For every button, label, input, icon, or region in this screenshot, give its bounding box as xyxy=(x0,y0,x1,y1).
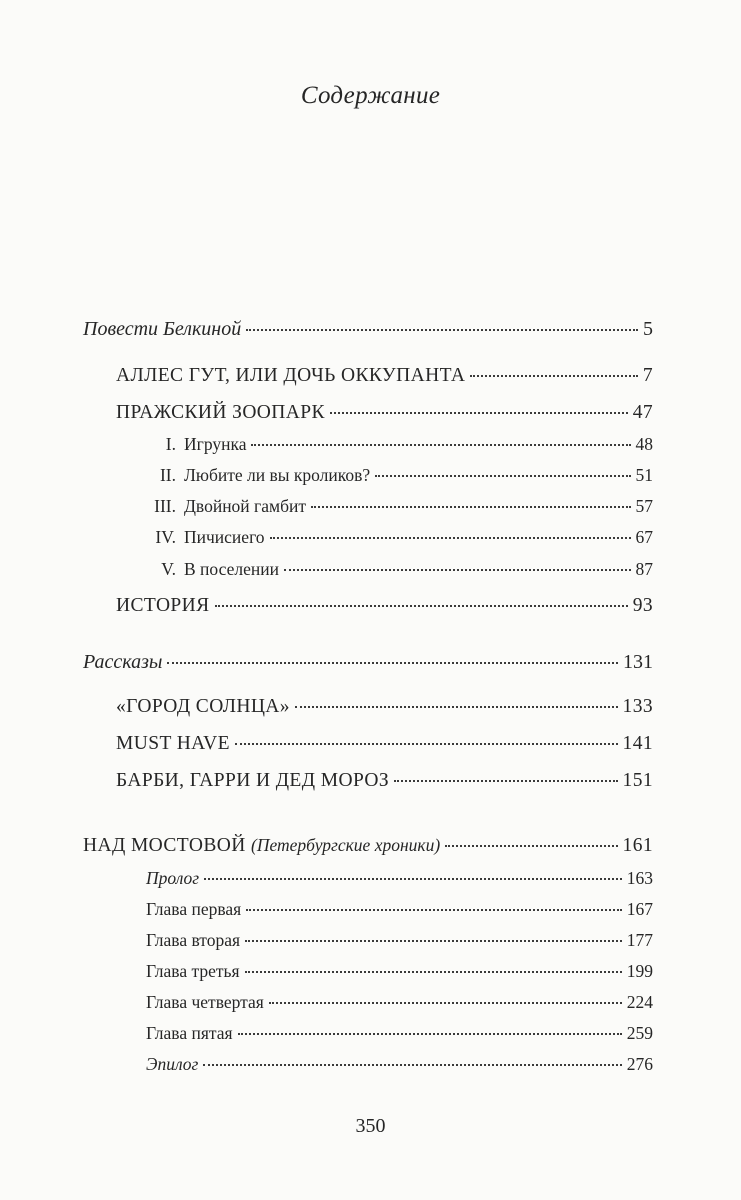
toc-entry-label: Повести Белкиной xyxy=(83,318,242,340)
dot-leader xyxy=(238,1033,622,1035)
chapter-title: Игрунка xyxy=(184,434,247,454)
toc-entry-ch2 xyxy=(146,930,653,951)
dot-leader xyxy=(215,605,628,607)
dot-leader xyxy=(284,569,631,571)
toc-entry-zoo xyxy=(116,402,653,424)
toc-entry-label: Рассказы xyxy=(83,651,163,673)
toc-entry-zoo-4 xyxy=(150,527,653,548)
toc-entry-epilog xyxy=(146,1054,653,1075)
dot-leader xyxy=(246,909,622,911)
toc-page-number: 141 xyxy=(622,733,653,754)
toc-entry-label xyxy=(150,465,370,486)
toc-page-number: 7 xyxy=(642,365,653,386)
toc-entry-zoo-5 xyxy=(150,559,653,580)
dot-leader xyxy=(330,412,628,414)
toc-entry-history xyxy=(116,595,653,617)
chapter-title: Двойной гамбит xyxy=(184,496,306,516)
dot-leader xyxy=(235,743,618,745)
toc-page-number: 133 xyxy=(622,696,653,717)
toc-page-number: 87 xyxy=(635,559,653,579)
toc-page-number: 224 xyxy=(626,992,653,1012)
toc-entry-label: Глава первая xyxy=(146,899,242,919)
toc-entry-sun xyxy=(116,696,653,718)
toc-entry-zoo-2 xyxy=(150,465,653,486)
dot-leader xyxy=(245,971,622,973)
toc-entry-label: ИСТОРИЯ xyxy=(116,595,210,616)
toc-page-number: 151 xyxy=(622,770,653,791)
chapter-numeral: I. xyxy=(165,434,176,454)
dot-leader xyxy=(445,845,617,847)
toc-entry-label: Глава четвертая xyxy=(146,992,264,1012)
dot-leader xyxy=(245,940,622,942)
toc-page-number: 5 xyxy=(643,318,653,340)
entry-subtitle: (Петербургские хроники) xyxy=(251,835,441,855)
toc-entry-label: БАРБИ, ГАРРИ И ДЕД МОРОЗ xyxy=(116,770,390,791)
chapter-numeral: V. xyxy=(161,559,176,579)
toc-entry-zoo-3 xyxy=(150,496,653,517)
dot-leader xyxy=(246,329,638,331)
toc-entry-stories xyxy=(83,651,653,674)
toc-page-number: 163 xyxy=(626,868,653,888)
toc-entry-label: Глава вторая xyxy=(146,930,241,950)
dot-leader xyxy=(269,1002,622,1004)
toc-page-number: 259 xyxy=(626,1023,653,1043)
toc-page-number: 93 xyxy=(632,595,653,616)
toc-page-number: 167 xyxy=(626,899,653,919)
dot-leader xyxy=(270,537,631,539)
toc-entry-must xyxy=(116,733,653,755)
dot-leader xyxy=(167,662,618,664)
toc-entry-label: Глава третья xyxy=(146,961,240,981)
toc-entry-label xyxy=(150,434,246,455)
toc-page-number: 131 xyxy=(623,651,653,673)
toc-page-number: 57 xyxy=(635,496,653,516)
page-title: Содержание xyxy=(300,82,441,109)
dot-leader xyxy=(295,706,618,708)
chapter-title: Пичисиего xyxy=(184,527,265,547)
dot-leader xyxy=(204,878,622,880)
toc-page-number: 51 xyxy=(635,465,653,485)
page-number-folio: 350 xyxy=(355,1115,386,1137)
toc-entry-most xyxy=(83,835,653,857)
chapter-numeral: III. xyxy=(154,496,176,516)
toc-entry-barbie xyxy=(116,770,653,792)
toc-entry-zoo-1 xyxy=(150,434,653,455)
toc-entry-alles xyxy=(116,365,653,387)
toc-page-number: 47 xyxy=(632,402,653,423)
chapter-title: Любите ли вы кроликов? xyxy=(184,465,371,485)
dot-leader xyxy=(394,780,617,782)
dot-leader xyxy=(375,475,630,477)
entry-title: НАД МОСТОВОЙ xyxy=(83,835,246,856)
chapter-numeral: IV. xyxy=(155,527,176,547)
toc-page-number: 67 xyxy=(635,527,653,547)
toc-entry-label xyxy=(150,496,306,517)
toc-entry-label: ПРАЖСКИЙ ЗООПАРК xyxy=(116,402,325,423)
toc-entry-ch3 xyxy=(146,961,653,982)
chapter-title: В поселении xyxy=(184,559,279,579)
toc-entry-ch1 xyxy=(146,899,653,920)
toc-entry-label: MUST HAVE xyxy=(116,733,230,754)
toc-entry-label: АЛЛЕС ГУТ, ИЛИ ДОЧЬ ОККУПАНТА xyxy=(116,365,466,386)
toc-page-number: 161 xyxy=(622,835,653,856)
toc-entry-belkina xyxy=(83,318,653,341)
toc-entry-prolog xyxy=(146,868,653,889)
dot-leader xyxy=(311,506,631,508)
dot-leader xyxy=(203,1064,621,1066)
dot-leader xyxy=(470,375,637,377)
toc-entry-label xyxy=(83,835,440,857)
toc-entry-ch5 xyxy=(146,1023,653,1044)
toc-entry-label xyxy=(150,559,279,580)
toc-entry-label: Глава пятая xyxy=(146,1023,233,1043)
toc-page-number: 276 xyxy=(626,1054,653,1074)
toc-entry-label xyxy=(150,527,265,548)
toc-page-number: 48 xyxy=(635,434,653,454)
toc-page-number: 177 xyxy=(626,930,653,950)
toc-entry-ch4 xyxy=(146,992,653,1013)
toc-page-number: 199 xyxy=(626,961,653,981)
toc-entry-label: Эпилог xyxy=(146,1054,199,1074)
chapter-numeral: II. xyxy=(159,465,176,485)
toc-entry-label: Пролог xyxy=(146,868,200,888)
toc-entry-label: «ГОРОД СОЛНЦА» xyxy=(116,696,290,717)
dot-leader xyxy=(251,444,630,446)
